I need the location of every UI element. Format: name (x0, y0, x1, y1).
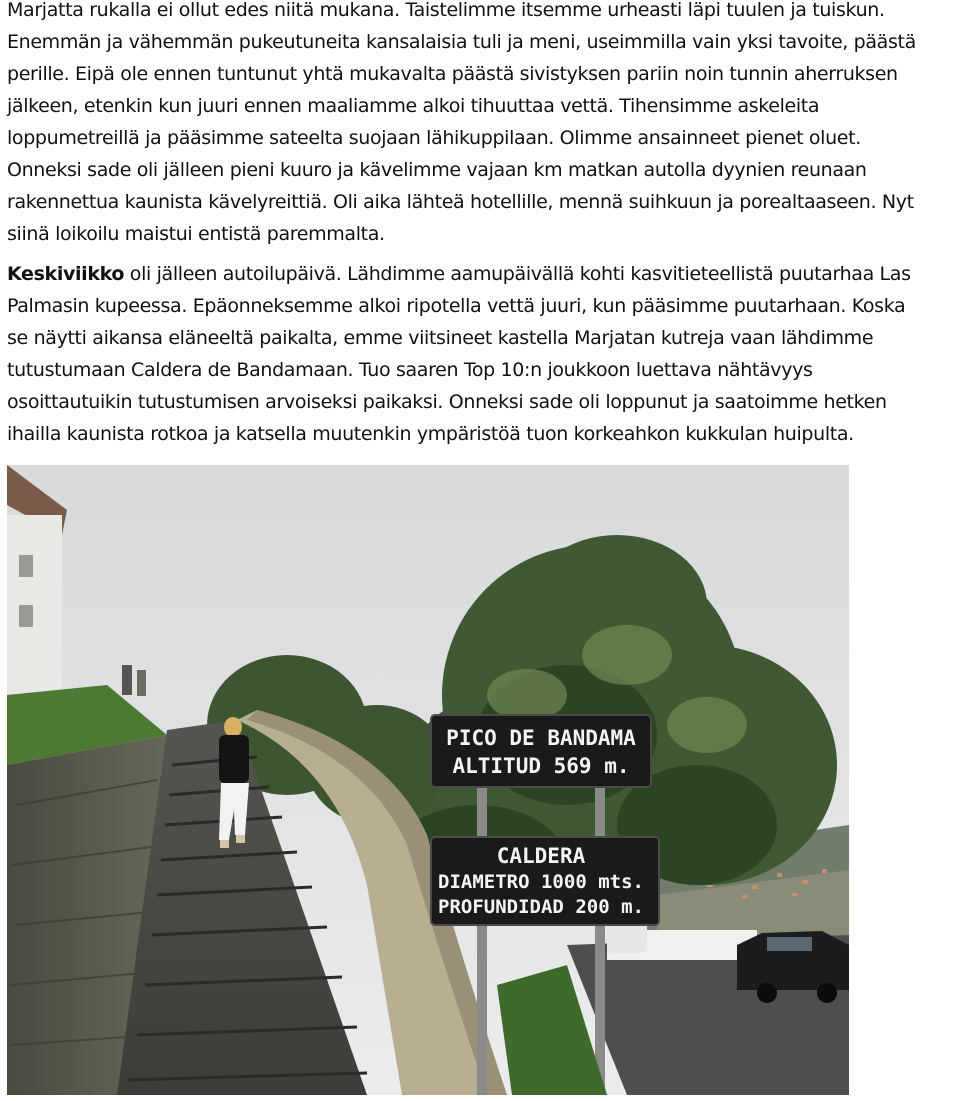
sign-bottom-line-3: PROFUNDIDAD 200 m. (438, 896, 644, 918)
paragraph-2 (7, 258, 960, 450)
text-line: osoittautuikin tutustumisen arvoiseksi paikaksi. Onneksi sade oli loppunut ja saatoimme hetken (7, 391, 887, 413)
text-line: Enemmän ja vähemmän pukeutuneita kansalaisia tuli ja meni, useimmilla vain yksi tavoite, päästä (7, 31, 916, 53)
sign-bottom-line-1: CALDERA (496, 844, 586, 868)
text-line: ihailla kaunista rotkoa ja katsella muutenkin ympäristöä tuon korkeahkon kukkulan huipulta. (7, 423, 854, 445)
text-line: loppumetreillä ja pääsimme sateelta suojaan lähikuppilaan. Olimme ansainneet pienet oluet. (7, 127, 861, 149)
photo-pico-de-bandama (7, 465, 849, 1095)
text-line: rakennettua kaunista kävelyreittiä. Oli aika lähteä hotellille, mennä suihkuun ja porealtaaseen. Nyt (7, 191, 914, 213)
sign-top-line-2: ALTITUD 569 m. (452, 754, 630, 778)
paragraph-1 (7, 0, 960, 250)
text-fragment: oli jälleen autoilupäivä. Lähdimme aamupäivällä kohti kasvitieteellistä puutarhaa Las (124, 263, 911, 285)
text-line: perille. Eipä ole ennen tuntunut yhtä mukavalta päästä sivistyksen pariin noin tunnin aherruksen (7, 63, 898, 85)
text-line: se näytti aikansa eläneeltä paikalta, emme viitsineet kastella Marjatan kutreja vaan lähdimme (7, 327, 874, 349)
text-line: siinä loikoilu maistui entistä paremmalta. (7, 223, 385, 245)
text-line: jälkeen, etenkin kun juuri ennen maaliamme alkoi tihuuttaa vettä. Tihensimme askeleita (7, 95, 820, 117)
text-line: Marjatta rukalla ei ollut edes niitä mukana. Taistelimme itsemme urheasti läpi tuulen ja tuiskun. (7, 0, 885, 21)
text-line (7, 258, 960, 290)
day-heading: Keskiviikko (7, 263, 125, 285)
sign-bottom-line-2: DIAMETRO 1000 mts. (438, 871, 644, 893)
text-line: tutustumaan Caldera de Bandamaan. Tuo saaren Top 10:n joukkoon luettava nähtävyys (7, 359, 813, 381)
text-line: Onneksi sade oli jälleen pieni kuuro ja kävelimme vajaan km matkan autolla dyynien reunaan (7, 159, 867, 181)
sign-top-line-1: PICO DE BANDAMA (446, 726, 636, 750)
text-line: Palmasin kupeessa. Epäonneksemme alkoi ripotella vettä juuri, kun pääsimme puutarhaan. Koska (7, 295, 906, 317)
